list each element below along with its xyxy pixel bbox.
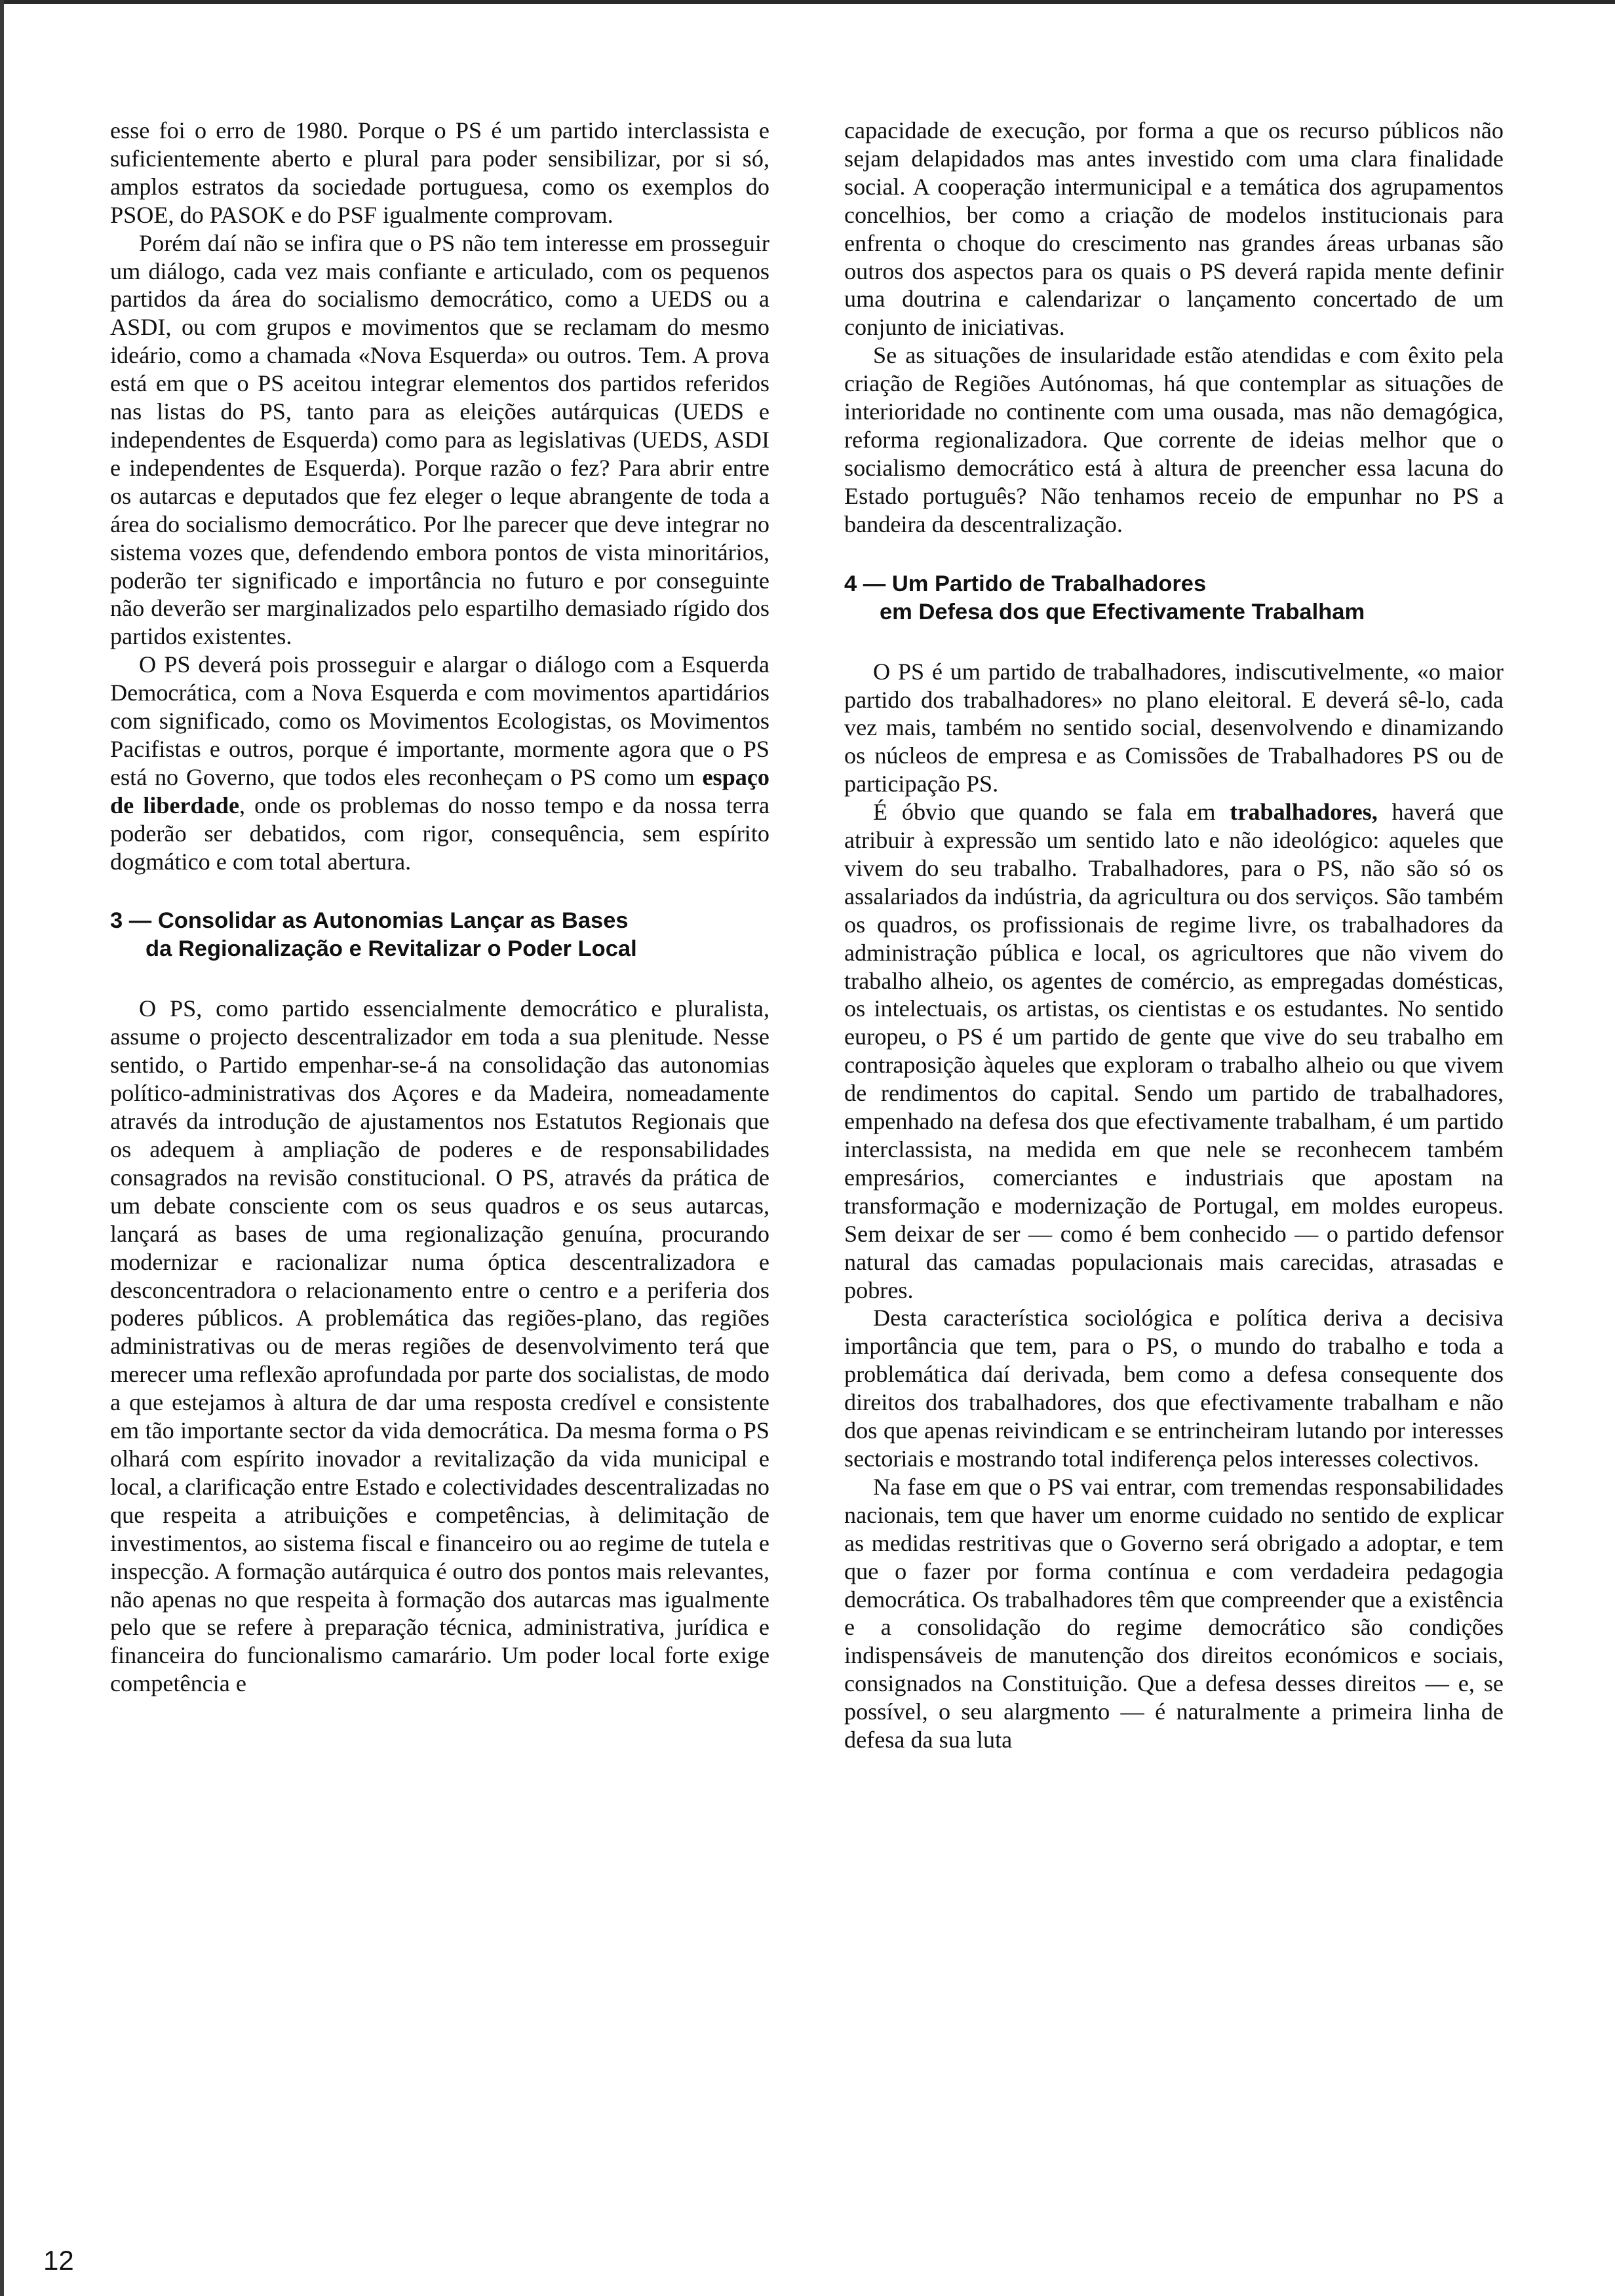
paragraph: esse foi o erro de 1980. Porque o PS é um partido interclassista e suficientemente aberto e plural para poder sensibilizar, por si só, amplos estratos da sociedade portuguesa, como os exemplos do PSOE, do PASOK e do PSF igualmente comprovam. bbox=[110, 117, 769, 228]
section-heading-4 bbox=[844, 570, 1504, 626]
heading-line: da Regionalização e Revitalizar o Poder Local bbox=[146, 936, 637, 962]
paragraph: Porém daí não se infira que o PS não tem interesse em prosseguir um diálogo, cada vez mais confiante e articulado, com os pequenos partidos da área do socialismo democrático, como a UEDS ou a ASDI, ou com grupos e movimentos que se reclamam do mesmo ideário, como a chamada «Nova Esquerda» ou outros. Tem. A prova está em que o PS aceitou integrar elementos dos partidos referidos nas listas do PS, tanto para as eleições autárquicas (UEDS e independentes de Esquerda) como para as legislativas (UEDS, ASDI e independentes de Esquerda). Porque razão o fez? Para abrir entre os autarcas e deputados que fez eleger o leque abrangente de toda a área do socialismo democrático. Por lhe parecer que deve integrar no sistema vozes que, defendendo embora pontos de vista minoritários, poderão ter significado e importância no futuro e por conseguinte não deverão ser marginalizados pelo espartilho demasiado rígido dos partidos existentes. bbox=[110, 229, 769, 650]
heading-line: 3 — Consolidar as Autonomias Lançar as Bases bbox=[110, 908, 629, 934]
section-heading-3 bbox=[110, 907, 769, 963]
paragraph: O PS, como partido essencialmente democrático e pluralista, assume o projecto descentralizador em toda a sua plenitude. Nesse sentido, o Partido empenhar-se-á na consolidação das autonomias político-administrativas dos Açores e da Madeira, nomeadamente através da introdução de ajustamentos nos Estatutos Regionais que os adequem à ampliação de poderes e de responsabilidades consagrados na revisão constitucional. O PS, através da prática de um debate consciente com os seus quadros e os seus autarcas, lançará as bases de uma regionalização genuína, procurando modernizar e racionalizar numa óptica descentralizadora e desconcentradora o relacionamento entre o centro e a periferia dos poderes públicos. A problemática das regiões-plano, das regiões administrativas ou de meras regiões de desenvolvimento terá que merecer uma reflexão aprofundada por parte dos socialistas, de modo a que estejamos à altura de dar uma resposta credível e consistente em tão importante sector da vida democrática. Da mesma forma o PS olhará com espírito inovador a revitalização da vida municipal e local, a clarificação entre Estado e colectividades descentralizadas no que respeita a atribuições e competências, à delimitação de investimentos, ao sistema fiscal e financeiro ou ao regime de tutela e inspecção. A formação autárquica é outro dos pontos mais relevantes, não apenas no que respeita à formação dos autarcas mas igualmente pelo que se refere à preparação técnica, administrativa, jurídica e financeira do funcionalismo camarário. Um poder local forte exige competência e bbox=[110, 995, 769, 1697]
paragraph: Na fase em que o PS vai entrar, com tremendas responsabilidades nacionais, tem que haver um enorme cuidado no sentido de explicar as medidas restritivas que o Governo será obrigado a adoptar, e tem que o fazer por forma contínua e com verdadeira pedagogia democrática. Os trabalhadores têm que compreender que a existência e a consolidação do regime democrático são condições indispensáveis de manutenção dos direitos económicos e sociais, consignados na Constituição. Que a defesa desses direitos — e, se possível, o seu alargmento — é naturalmente a primeira linha de defesa da sua luta bbox=[844, 1473, 1504, 1753]
paragraph: O PS é um partido de trabalhadores, indiscutivelmente, «o maior partido dos trabalhadores» no plano eleitoral. E deverá sê-lo, cada vez mais, também no sentido social, desenvolvendo e dinamizando os núcleos de empresa e as Comissões de Trabalhadores PS ou de participação PS. bbox=[844, 658, 1504, 797]
scan-left-edge bbox=[0, 0, 4, 2296]
right-column bbox=[844, 117, 1504, 1754]
heading-line: 4 — Um Partido de Trabalhadores bbox=[844, 571, 1207, 596]
paragraph-text: haverá que atribuir à expressão um sentido lato e não ideológico: aqueles que vivem do seu trabalho. Trabalhadores, para o PS, não são só os assalariados da indústria, da agricultura ou dos serviços. São também os quadros, os profissionais de regime livre, os trabalhadores da administração pública e local, os agricultores que não vivem do trabalho alheio, os agentes de comércio, as empregadas domésticas, os intelectuais, os artistas, os cientistas e os estudantes. No sentido europeu, o PS é um partido de gente que vive do seu trabalho em contraposição àqueles que exploram o trabalho alheio ou que vivem de rendimentos do capital. Sendo um partido de trabalhadores, empenhado na defesa dos que efectivamente trabalham, é um partido interclassista, na medida em que nele se reconhecem também empresários, comerciantes e industriais que apostam na transformação e modernização de Portugal, em moldes europeus. Sem deixar de ser — como é bem conhecido — o partido defensor natural das camadas populacionais mais carecidas, atrasadas e pobres. bbox=[844, 799, 1504, 1303]
emphasis-text: espaço de liberdade bbox=[110, 763, 769, 818]
paragraph bbox=[110, 651, 769, 875]
paragraph-text: O PS deverá pois prosseguir e alargar o diálogo com a Esquerda Democrática, com a Nova Esquerda e com movimentos apartidários com significado, como os Movimentos Ecologistas, os Movimentos Pacifistas e outros, porque é importante, mormente agora que o PS está no Governo, que todos eles reconheçam o PS como um bbox=[110, 651, 769, 790]
heading-line: em Defesa dos que Efectivamente Trabalham bbox=[880, 599, 1365, 624]
paragraph-text: , onde os problemas do nosso tempo e da nossa terra poderão ser debatidos, com rigor, consequência, sem espírito dogmático e com total abertura. bbox=[110, 792, 770, 875]
paragraph: capacidade de execução, por forma a que os recurso públicos não sejam delapidados mas antes investido com uma clara finalidade social. A cooperação intermunicipal e a temática dos agrupamentos concelhios, ber como a criação de modelos institucionais para enfrenta o choque do crescimento nas grandes áreas urbanas são outros dos aspectos para os quais o PS deverá rapida mente definir uma doutrina e calendarizar o lançamento concertado de um conjunto de iniciativas. bbox=[844, 117, 1504, 341]
page-number: 12 bbox=[43, 2245, 74, 2276]
paragraph: Desta característica sociológica e política deriva a decisiva importância que tem, para o PS, o mundo do trabalho e toda a problemática daí derivada, bem como a defesa consequente dos direitos dos trabalhadores, dos que efectivamente trabalham e não dos que apenas reivindicam e se entrincheiram lutando por interesses sectoriais e mostrando total indiferença pelos interesses colectivos. bbox=[844, 1305, 1504, 1472]
scan-top-edge bbox=[0, 0, 1615, 4]
emphasis-text: trabalhadores, bbox=[1230, 799, 1378, 826]
paragraph-text: É óbvio que quando se fala em bbox=[873, 799, 1230, 826]
paragraph: Se as situações de insularidade estão atendidas e com êxito pela criação de Regiões Autónomas, há que contemplar as situações de interioridade no continente com uma ousada, mas não demagógica, reforma regionalizadora. Que corrente de ideias melhor que o socialismo democrático está à altura de preencher essa lacuna do Estado português? Não tenhamos receio de empunhar no PS a bandeira da descentralização. bbox=[844, 342, 1504, 537]
left-column bbox=[110, 117, 769, 1698]
paragraph bbox=[844, 798, 1504, 1304]
